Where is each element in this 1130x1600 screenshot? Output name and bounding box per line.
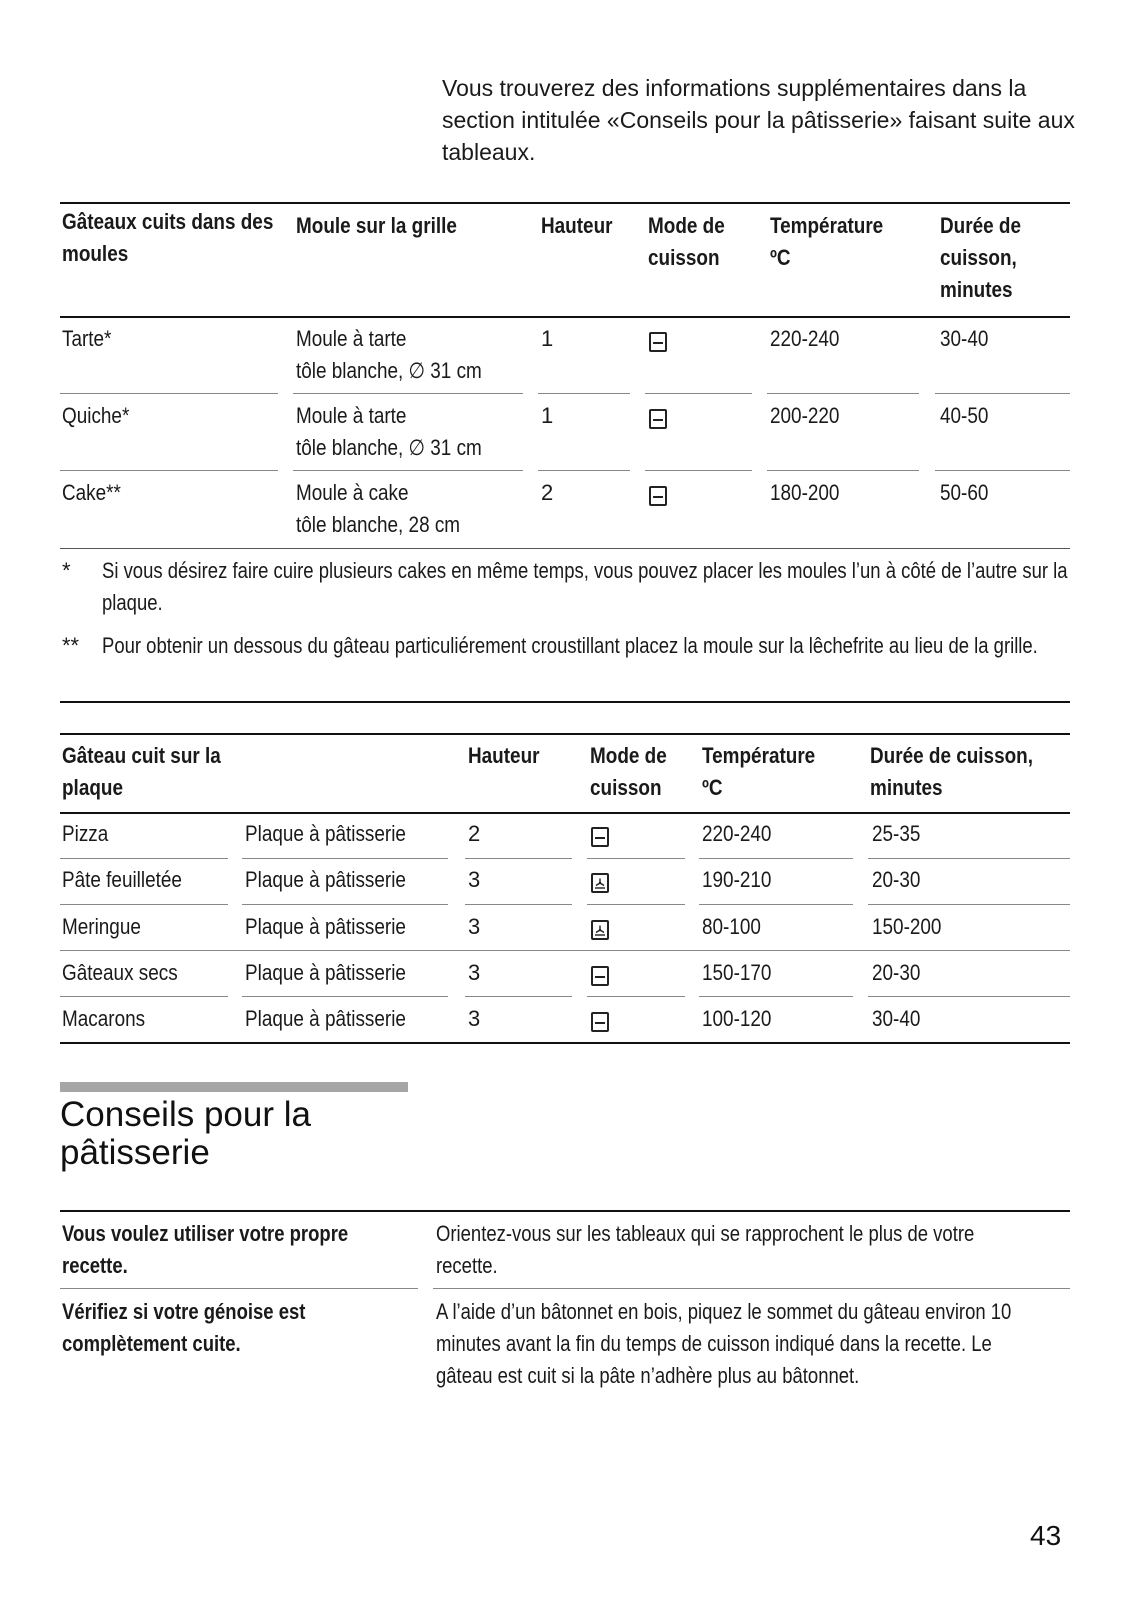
row-temp: 220-240 xyxy=(702,821,772,846)
row-item: Gâteaux secs xyxy=(62,960,178,985)
row-item: Quiche* xyxy=(62,403,130,428)
table-body-rule xyxy=(60,548,1070,549)
row-temp: 80-100 xyxy=(702,914,761,939)
tip-divider xyxy=(60,1288,418,1289)
section-accent-bar xyxy=(60,1082,408,1092)
header-temp: Température ºC xyxy=(702,743,816,800)
row-mould: Moule à cake xyxy=(296,480,409,505)
hot-air-fan-icon xyxy=(591,920,609,940)
table-top-rule xyxy=(60,202,1070,204)
row-divider xyxy=(465,996,572,997)
intro-paragraph: Vous trouverez des informations supplémentaires dans la section intitulée «Conseils pour la pâtisserie» faisant suite aux tableaux. xyxy=(442,75,1075,165)
tip-answer: A l’aide d’un bâtonnet en bois, piquez le sommet du gâteau environ 10 minutes avant la fin du temps de cuisson indiqué dans la recette. Le gâteau est cuit si la pâte n’adhère plus au bâtonnet. xyxy=(436,1299,1012,1388)
tips-top-rule xyxy=(60,1210,1070,1212)
row-divider xyxy=(868,858,1070,859)
row-divider xyxy=(935,470,1070,471)
footnote-mark: ** xyxy=(62,633,80,658)
hot-air-fan-icon xyxy=(591,873,609,893)
top-bottom-heat-icon xyxy=(591,1012,609,1032)
row-divider xyxy=(60,996,228,997)
row-divider xyxy=(242,858,448,859)
row-divider xyxy=(699,996,853,997)
row-time: 50-60 xyxy=(940,480,989,505)
tip-question: Vérifiez si votre génoise est complètement cuite. xyxy=(62,1299,306,1356)
row-divider xyxy=(767,470,919,471)
row-level: 1 xyxy=(541,403,554,428)
row-mould-detail: tôle blanche, ∅ 31 cm xyxy=(296,358,482,383)
row-divider xyxy=(587,904,685,905)
row-time: 25-35 xyxy=(872,821,921,846)
row-divider xyxy=(465,858,572,859)
row-divider xyxy=(699,858,853,859)
row-level: 3 xyxy=(468,1006,481,1031)
row-temp: 200-220 xyxy=(770,403,840,428)
row-level: 3 xyxy=(468,960,481,985)
footnote xyxy=(62,630,1112,694)
row-divider xyxy=(645,470,752,471)
row-divider xyxy=(767,393,919,394)
row-divider xyxy=(60,904,228,905)
row-tray: Plaque à pâtisserie xyxy=(245,867,406,892)
header-item: Gâteaux cuits dans des moules xyxy=(62,209,274,266)
row-divider xyxy=(868,996,1070,997)
header-mode: Mode de cuisson xyxy=(590,743,667,800)
table-bottom-rule xyxy=(60,1042,1070,1044)
row-temp: 180-200 xyxy=(770,480,840,505)
top-bottom-heat-icon xyxy=(649,486,667,506)
footnote xyxy=(62,555,1112,619)
top-bottom-heat-icon xyxy=(591,827,609,847)
row-time: 20-30 xyxy=(872,867,921,892)
row-divider xyxy=(868,904,1070,905)
row-mould: Moule à tarte xyxy=(296,403,407,428)
row-level: 3 xyxy=(468,867,481,892)
row-level: 1 xyxy=(541,326,554,351)
header-level: Hauteur xyxy=(541,213,613,238)
table-bottom-rule xyxy=(60,701,1070,703)
row-divider xyxy=(699,904,853,905)
footnote-text: Pour obtenir un dessous du gâteau particuliérement croustillant placez la moule sur la lêchefrite au lieu de la grille. xyxy=(102,633,1038,658)
row-item: Pizza xyxy=(62,821,109,846)
row-level: 2 xyxy=(541,480,554,505)
row-divider xyxy=(293,470,523,471)
header-bottom-rule xyxy=(60,812,1070,814)
row-item: Tarte* xyxy=(62,326,112,351)
header-level: Hauteur xyxy=(468,743,540,768)
header-bottom-rule xyxy=(60,316,1070,318)
section-title: Conseils pour la pâtisserie xyxy=(60,1095,311,1172)
row-divider xyxy=(242,904,448,905)
row-time: 20-30 xyxy=(872,960,921,985)
header-mode: Mode de cuisson xyxy=(648,213,725,270)
row-item: Macarons xyxy=(62,1006,146,1031)
footnote-text: Si vous désirez faire cuire plusieurs cakes en même temps, vous pouvez placer les moules l’un à côté de l’autre sur la plaque. xyxy=(102,558,1068,615)
row-item: Pâte feuilletée xyxy=(62,867,182,892)
row-divider xyxy=(645,393,752,394)
header-mould: Moule sur la grille xyxy=(296,213,457,238)
row-temp: 190-210 xyxy=(702,867,772,892)
top-bottom-heat-icon xyxy=(591,966,609,986)
row-divider xyxy=(935,393,1070,394)
row-time: 30-40 xyxy=(940,326,989,351)
top-bottom-heat-icon xyxy=(649,409,667,429)
row-time: 30-40 xyxy=(872,1006,921,1031)
header-time: Durée de cuisson, minutes xyxy=(940,213,1021,302)
row-divider xyxy=(60,858,228,859)
row-mould: Moule à tarte xyxy=(296,326,407,351)
row-divider xyxy=(587,858,685,859)
row-divider xyxy=(587,996,685,997)
tip-answer: Orientez-vous sur les tableaux qui se rapprochent le plus de votre recette. xyxy=(436,1221,975,1278)
footnote-mark: * xyxy=(62,558,71,583)
row-divider xyxy=(465,904,572,905)
table-top-rule xyxy=(60,733,1070,735)
row-item: Meringue xyxy=(62,914,141,939)
header-temp: Température ºC xyxy=(770,213,884,270)
row-temp: 220-240 xyxy=(770,326,840,351)
header-time: Durée de cuisson, minutes xyxy=(870,743,1033,800)
row-divider xyxy=(60,470,278,471)
tip-question: Vous voulez utiliser votre propre recette. xyxy=(62,1221,349,1278)
row-tray: Plaque à pâtisserie xyxy=(245,821,406,846)
row-level: 2 xyxy=(468,821,481,846)
row-divider xyxy=(60,950,1070,951)
row-item: Cake** xyxy=(62,480,121,505)
row-mould-detail: tôle blanche, 28 cm xyxy=(296,512,461,537)
row-divider xyxy=(242,996,448,997)
row-temp: 150-170 xyxy=(702,960,772,985)
row-tray: Plaque à pâtisserie xyxy=(245,960,406,985)
row-mould-detail: tôle blanche, ∅ 31 cm xyxy=(296,435,482,460)
row-temp: 100-120 xyxy=(702,1006,772,1031)
header-item: Gâteau cuit sur la plaque xyxy=(62,743,221,800)
row-level: 3 xyxy=(468,914,481,939)
row-divider xyxy=(538,470,630,471)
row-divider xyxy=(60,393,278,394)
tip-divider xyxy=(433,1288,1070,1289)
row-divider xyxy=(293,393,523,394)
row-time: 150-200 xyxy=(872,914,942,939)
row-time: 40-50 xyxy=(940,403,989,428)
row-tray: Plaque à pâtisserie xyxy=(245,1006,406,1031)
top-bottom-heat-icon xyxy=(649,332,667,352)
page-number: 43 xyxy=(1030,1520,1062,1551)
row-tray: Plaque à pâtisserie xyxy=(245,914,406,939)
row-divider xyxy=(538,393,630,394)
